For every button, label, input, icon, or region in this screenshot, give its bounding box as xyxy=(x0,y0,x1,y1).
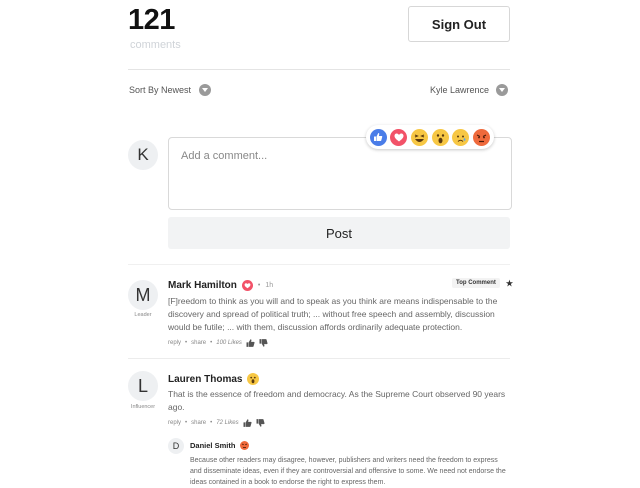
author-name[interactable]: Daniel Smith xyxy=(190,441,236,450)
user-role: Leader xyxy=(134,312,152,318)
comment-line: [F]reedom to think as you will and to speak as you think are means indispensable to the xyxy=(168,296,498,306)
comment-count: 121 xyxy=(128,4,175,36)
wow-icon[interactable] xyxy=(432,129,449,146)
comment-actions xyxy=(168,339,268,347)
like-count: 72 Likes xyxy=(216,420,239,426)
comment-author xyxy=(168,373,259,385)
user-dropdown[interactable] xyxy=(430,84,508,96)
comment-avatar: M xyxy=(128,280,158,310)
reaction-picker xyxy=(366,125,494,149)
comment-input[interactable] xyxy=(181,150,481,162)
reply-text xyxy=(190,455,506,488)
composer-divider xyxy=(128,264,510,265)
love-icon xyxy=(242,280,253,291)
comment-author xyxy=(168,280,273,291)
meta-separator: • xyxy=(210,340,213,346)
sad-icon[interactable] xyxy=(452,129,469,146)
reply-author xyxy=(190,441,249,450)
comment-line: That is the essence of freedom and democracy. As the Supreme Court observed 90 years xyxy=(168,389,506,399)
meta-separator: • xyxy=(185,420,188,426)
author-name[interactable]: Mark Hamilton xyxy=(168,280,237,291)
angry-icon[interactable] xyxy=(473,129,490,146)
comment-avatar: L xyxy=(128,371,158,401)
comment-line: discovery and spread of political truth; ... without free speech and assembly, discussion xyxy=(168,309,495,319)
top-comment-badge xyxy=(452,278,513,288)
reply-link[interactable]: reply xyxy=(168,420,182,426)
share-link[interactable]: share xyxy=(191,420,207,426)
user-role: Influencer xyxy=(130,404,156,410)
meta-separator: • xyxy=(185,340,188,346)
star-icon: ★ xyxy=(505,278,514,288)
share-link[interactable]: share xyxy=(191,340,207,346)
comment-count-label: comments xyxy=(130,39,181,51)
comment-line: ago. xyxy=(168,402,185,412)
meta-separator: • xyxy=(210,420,213,426)
love-icon[interactable] xyxy=(390,129,407,146)
post-button[interactable]: Post xyxy=(168,217,510,249)
comment-actions xyxy=(168,419,265,427)
user-name: Kyle Lawrence xyxy=(429,85,489,95)
chevron-down-icon xyxy=(199,84,211,96)
sort-dropdown[interactable] xyxy=(129,84,211,96)
current-user-avatar: K xyxy=(128,140,158,170)
thumbs-down-icon[interactable] xyxy=(259,339,268,347)
time-separator: • xyxy=(257,282,261,289)
comment-line: would be futile; ... with them, discussion affords ordinarily adequate protection. xyxy=(168,322,463,332)
comment-text xyxy=(168,295,497,334)
thumbs-up-icon[interactable] xyxy=(246,339,255,347)
reply-avatar: D xyxy=(168,438,184,454)
chevron-down-icon xyxy=(496,84,508,96)
header-divider xyxy=(128,69,510,70)
comment-line: Because other readers may disagree, however, publishers and writers need the freedom to express xyxy=(190,457,498,464)
angry-icon xyxy=(240,441,249,450)
like-count: 100 Likes xyxy=(216,340,242,346)
comment-line: and disseminate ideas, even if they are controversial and offensive to some. We need not endorse the xyxy=(190,468,506,475)
comment-line: ideas contained in a book to endorse the right to express them. xyxy=(190,479,386,486)
author-name[interactable]: Lauren Thomas xyxy=(168,373,243,385)
haha-icon[interactable] xyxy=(411,129,428,146)
comment-text xyxy=(168,388,505,414)
thumbs-down-icon[interactable] xyxy=(256,419,265,427)
sign-out-button[interactable]: Sign Out xyxy=(408,6,510,42)
badge-label: Top Comment xyxy=(452,278,500,288)
reply-link[interactable]: reply xyxy=(168,340,182,346)
thumbs-up-icon[interactable] xyxy=(243,419,252,427)
sort-label: Sort By Newest xyxy=(129,85,192,95)
wow-icon xyxy=(247,373,259,385)
like-icon[interactable] xyxy=(370,129,387,146)
comment-time: 1h xyxy=(265,282,274,289)
comment-divider xyxy=(128,358,510,359)
